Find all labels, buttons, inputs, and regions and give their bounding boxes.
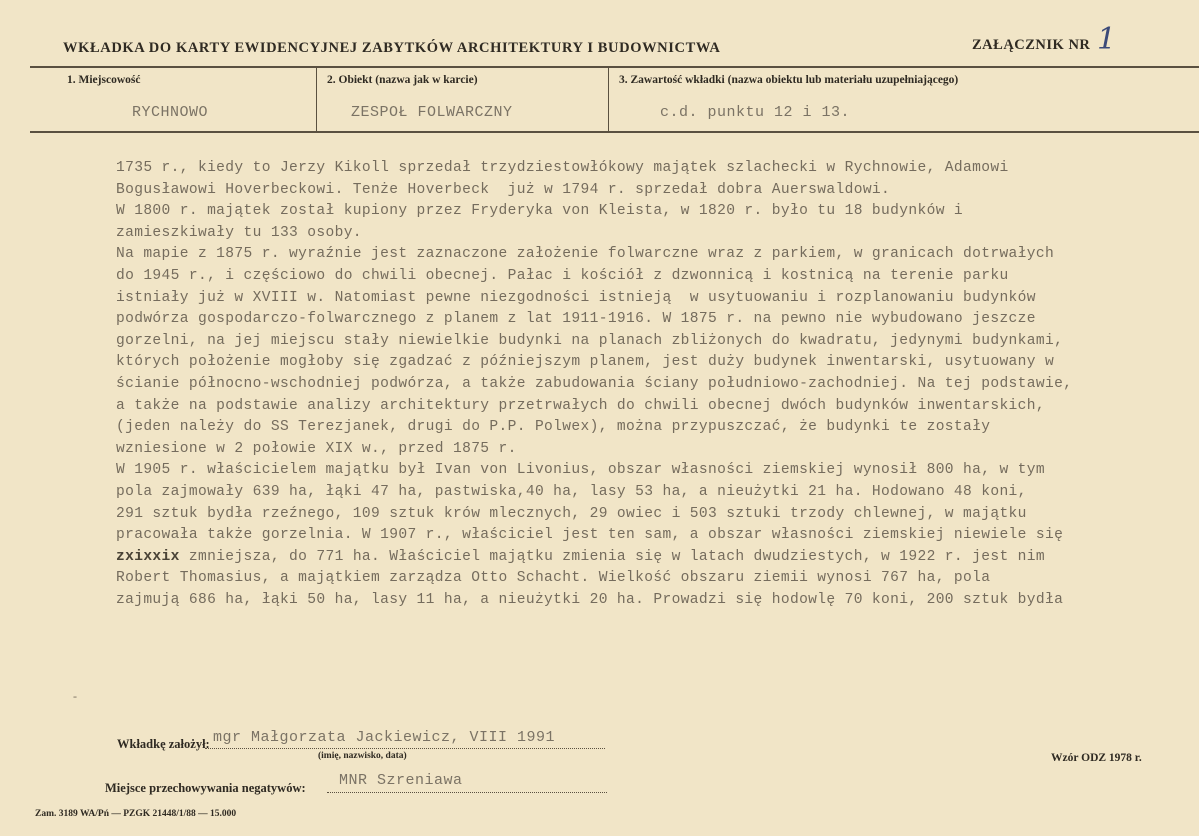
body-line: Robert Thomasius, a majątkiem zarządza Otto Schacht. Wielkość obszaru ziemii wynosi 767 ha, pola (116, 570, 991, 587)
body-line: do 1945 r., i częściowo do chwili obecnej. Pałac i kościół z dzwonnicą i kostnicą na terenie parku (116, 267, 1009, 284)
columns-bottom-rule (30, 131, 1199, 133)
body-line: W 1905 r. właścicielem majątku był Ivan von Livonius, obszar własności ziemskiej wynosił 800 ha, w tym (116, 462, 1045, 479)
margin-mark: - (73, 689, 77, 703)
body-line: Na mapie z 1875 r. wyraźnie jest zaznaczone założenie folwarczne wraz z parkiem, w granicach dotrwałych (116, 246, 1055, 263)
body-line: 1735 r., kiedy to Jerzy Kikoll sprzedał trzydziestowłókowy majątek szlachecki w Rychnowie, Adamowi (116, 160, 1009, 176)
column-header-object: 2. Obiekt (nazwa jak w karcie) (327, 74, 478, 86)
author-label: Wkładkę założył: (117, 737, 210, 751)
body-line: W 1800 r. majątek został kupiony przez Fryderyka von Kleista, w 1820 r. było tu 18 budynków i (116, 203, 964, 220)
form-version: Wzór ODZ 1978 r. (1051, 752, 1142, 764)
body-line: podwórza gospodarczo-folwarcznego z planem z lat 1911-1916. W 1875 r. na pewno nie wybudowano jeszcze (116, 311, 1036, 328)
body-line: pracowała także gorzelnia. W 1907 r., właściciel jest ten sam, a obszar własności ziemskiej niewiele się (116, 527, 1064, 544)
body-line-text: zmniejsza, do 771 ha. Właściciel majątku zmienia się w latach dwudziestych, w 1922 r. jest nim (188, 548, 1045, 565)
struck-out-word: zxixxix (116, 548, 180, 565)
body-line (116, 547, 1196, 569)
body-line: których położenie mogłoby się zgadzać z późniejszym planem, jest duży budynek inwentarski, usytuowany w (116, 354, 1055, 371)
column-divider-2 (608, 67, 609, 132)
body-line: Bogusławowi Hoverbeckowi. Tenże Hoverbeck już w 1794 r. sprzedał dobra Auerswaldowi. (116, 181, 891, 198)
column-value-locality: RYCHNOWO (132, 104, 209, 121)
body-line: zajmują 686 ha, łąki 50 ha, lasy 11 ha, a nieużytki 20 ha. Prowadzi się hodowlę 70 koni, 200 sztuk bydła (116, 591, 1064, 608)
author-value: mgr Małgorzata Jackiewicz, VIII 1991 (213, 729, 556, 746)
form-title: WKŁADKA DO KARTY EWIDENCYJNEJ ZABYTKÓW ARCHITEKTURY I BUDOWNICTWA (63, 40, 721, 56)
body-line: istniały już w XVIII w. Natomiast pewne niezgodności istnieją w usytuowaniu i rozplanowaniu budynków (116, 289, 1036, 306)
typed-body (116, 158, 1196, 611)
header-rule (30, 66, 1199, 68)
negatives-value: MNR Szreniawa (339, 772, 463, 789)
body-line: zamieszkiwały tu 133 osoby. (116, 224, 362, 241)
body-line: a także na podstawie analizy architektury przetrwałych do chwili obecnej dwóch budynków inwentarskich, (116, 397, 1045, 414)
author-field-hint: (imię, nazwisko, data) (318, 751, 407, 761)
column-header-locality: 1. Miejscowość (67, 74, 141, 86)
author-dotted-line (205, 748, 605, 749)
body-line: 291 sztuk bydła rzeźnego, 109 sztuk krów mlecznych, 29 owiec i 503 sztuki trzody chlewnej, w majątku (116, 505, 1027, 522)
body-line: ścianie północno-wschodniej podwórza, a także zabudowania ściany południowo-zachodniej. Na tej podstawie, (116, 375, 1073, 392)
column-value-object: ZESPOŁ FOLWARCZNY (351, 104, 513, 121)
body-line: (jeden należy do SS Terezjanek, drugi do P.P. Polwex), można przypuszczać, że budynki te zostały (116, 419, 991, 436)
annex-label: ZAŁĄCZNIK NR (972, 37, 1091, 53)
column-value-contents: c.d. punktu 12 i 13. (660, 104, 851, 121)
column-divider-1 (316, 67, 317, 132)
negatives-label: Miejsce przechowywania negatywów: (105, 781, 306, 795)
negatives-dotted-line (327, 792, 607, 793)
annex-number: 1 (1097, 22, 1117, 57)
body-line: pola zajmowały 639 ha, łąki 47 ha, pastwiska,40 ha, lasy 53 ha, a nieużytki 21 ha. Hodowano 48 koni, (116, 483, 1027, 500)
body-line: gorzelni, na jej miejscu stały niewielkie budynki na planach zbliżonych do kwadratu, jedynymi budynkami, (116, 332, 1064, 349)
print-info: Zam. 3189 WA/Pń — PZGK 21448/1/88 — 15.000 (35, 809, 237, 819)
column-header-contents: 3. Zawartość wkładki (nazwa obiektu lub materiału uzupełniającego) (619, 74, 959, 86)
body-line: wzniesione w 2 połowie XIX w., przed 1875 r. (116, 440, 517, 457)
